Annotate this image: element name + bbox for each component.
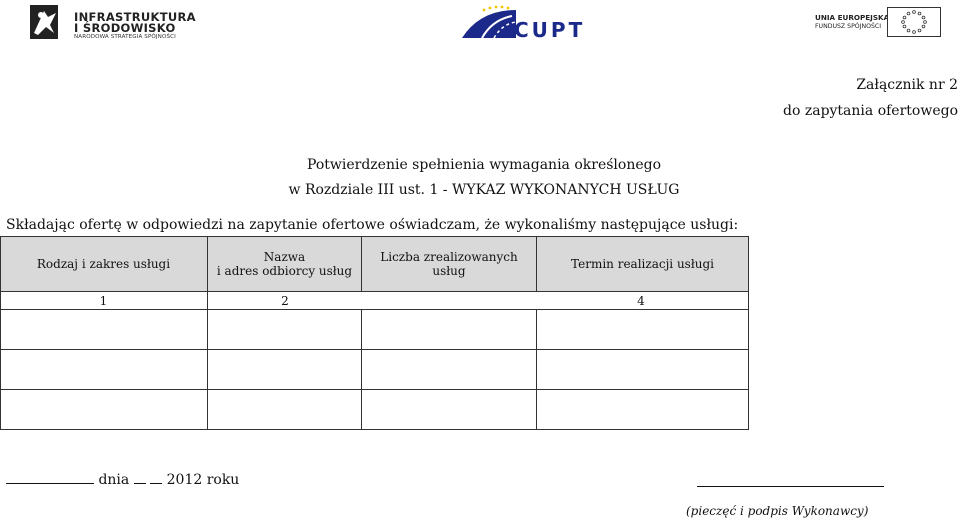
table-header-term-label: Termin realizacji usługi (571, 256, 714, 271)
table-header-type (0, 236, 208, 292)
signature-line[interactable] (697, 486, 884, 487)
table-header-term (537, 236, 749, 292)
infrastruktura-logo (28, 3, 198, 41)
day-blank[interactable] (134, 471, 146, 484)
table-header-count-label: Liczba zrealizowanych usług (380, 249, 518, 278)
logo-left-line3: NARODOWA STRATEGIA SPÓJNOŚCI (74, 34, 176, 40)
table-number-cell-3 (362, 292, 749, 310)
table-header-type-label: Rodzaj i zakres usługi (36, 256, 171, 271)
table-header-recipient-line2: i adres odbiorcy usług (216, 263, 353, 278)
table-cell-r3-c2[interactable] (208, 390, 362, 430)
date-line (6, 471, 239, 489)
table-cell-r2-c4[interactable] (537, 350, 749, 390)
table-cell-r2-c2[interactable] (208, 350, 362, 390)
intro-statement: Składając ofertę w odpowiedzi na zapytanie ofertowe oświadczam, że wykonaliśmy następujące usługi: (6, 217, 739, 233)
table-cell-r1-c4[interactable] (537, 310, 749, 350)
table-header-count (362, 236, 537, 292)
table-cell-r3-c4[interactable] (537, 390, 749, 430)
table-cell-r2-c1[interactable] (0, 350, 208, 390)
document-title-line2: w Rozdziale III ust. 1 - WYKAZ WYKONANYCH USŁUG (288, 182, 680, 198)
table-number-cell-1 (0, 292, 208, 310)
table-header-recipient (208, 236, 362, 292)
infrastructure-logo-icon (28, 3, 62, 41)
table-cell-r3-c3[interactable] (362, 390, 537, 430)
services-table (0, 236, 749, 430)
logo-left-line1: INFRASTRUKTURA (74, 10, 196, 24)
date-label: dnia (98, 472, 130, 488)
cupt-road-logo-icon (460, 4, 520, 40)
table-cell-r1-c3[interactable] (362, 310, 537, 350)
cupt-logo-text: CUPT (514, 18, 586, 42)
table-cell-r1-c1[interactable] (0, 310, 208, 350)
cupt-logo (460, 4, 586, 42)
logo-right-line1: UNIA EUROPEJSKA (815, 13, 890, 22)
eu-flag-icon (887, 7, 941, 37)
annex-number: Załącznik nr 2 (856, 77, 958, 93)
logo-right-line2: FUNDUSZ SPÓJNOŚCI (815, 23, 882, 30)
table-cell-r1-c2[interactable] (208, 310, 362, 350)
table-number-cell-2 (208, 292, 362, 310)
table-cell-r2-c3[interactable] (362, 350, 537, 390)
place-blank[interactable] (6, 471, 94, 484)
year-label: 2012 roku (166, 472, 240, 488)
table-number-1: 1 (99, 293, 108, 308)
document-title-line1: Potwierdzenie spełnienia wymagania określonego (306, 157, 662, 173)
eu-logo (815, 7, 941, 37)
annex-subtitle: do zapytania ofertowego (783, 103, 958, 119)
month-blank[interactable] (150, 471, 162, 484)
table-number-3: 4 (637, 293, 645, 308)
table-cell-r3-c1[interactable] (0, 390, 208, 430)
logo-left-line2: I ŚRODOWISKO (74, 21, 176, 35)
signature-label: (pieczęć i podpis Wykonawcy) (686, 504, 869, 518)
table-number-2: 2 (281, 293, 289, 308)
table-header-recipient-line1: Nazwa (263, 249, 306, 264)
